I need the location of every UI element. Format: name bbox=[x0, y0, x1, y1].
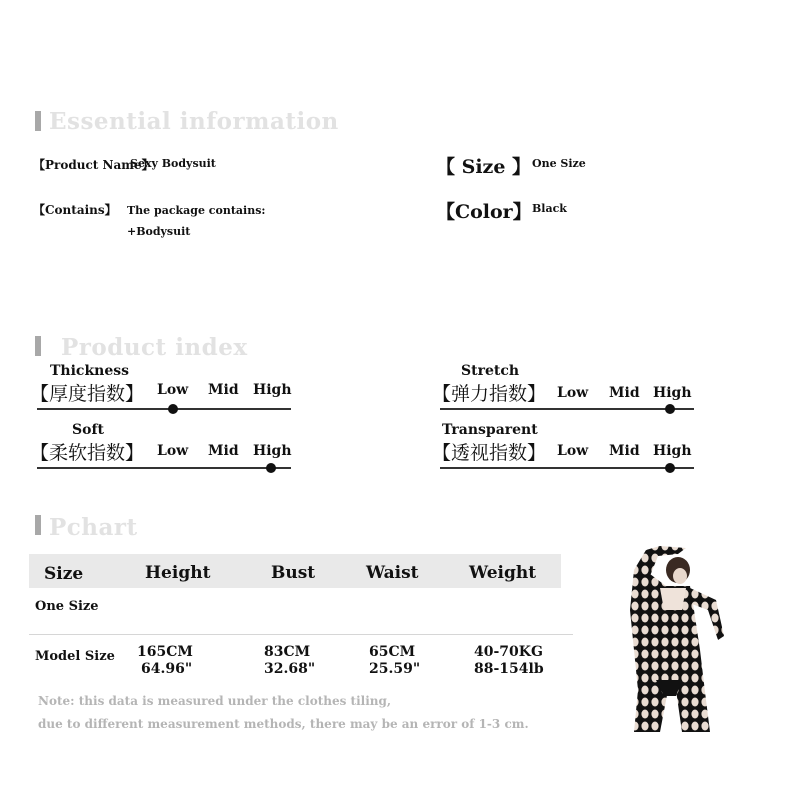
color-value: Black bbox=[532, 202, 567, 215]
contains-label: 【Contains】 bbox=[33, 203, 117, 217]
cell-waist-cm: 65CM bbox=[369, 644, 416, 660]
size-label: 【 Size 】 bbox=[436, 156, 532, 178]
table-divider bbox=[29, 634, 573, 635]
index-name-stretch: Stretch bbox=[461, 363, 520, 379]
note-line-1: Note: this data is measured under the clothes tiling, bbox=[38, 694, 392, 708]
col-header-weight: Weight bbox=[469, 563, 537, 583]
section-title-product-index: Product index bbox=[61, 334, 248, 361]
level-low: Low bbox=[557, 385, 589, 401]
cell-bust-cm: 83CM bbox=[264, 644, 311, 660]
level-low: Low bbox=[157, 443, 189, 459]
index-name-soft: Soft bbox=[72, 422, 104, 438]
section-title-pchart: Pchart bbox=[49, 514, 138, 541]
index-cn-soft: 【柔软指数】 bbox=[30, 442, 145, 464]
level-high: High bbox=[253, 443, 292, 459]
row-label-model-size: Model Size bbox=[35, 649, 115, 664]
contains-line-1: The package contains: bbox=[127, 204, 266, 217]
cell-waist-in: 25.59" bbox=[369, 661, 421, 677]
cell-bust-in: 32.68" bbox=[264, 661, 316, 677]
row-label-one-size: One Size bbox=[35, 599, 99, 614]
cell-height-in: 64.96" bbox=[141, 661, 193, 677]
level-low: Low bbox=[157, 382, 189, 398]
model-photo bbox=[620, 540, 730, 735]
cell-weight-lb: 88-154lb bbox=[474, 661, 544, 677]
section-title-essential: Essential information bbox=[49, 108, 339, 135]
index-marker-soft bbox=[266, 463, 276, 473]
col-header-waist: Waist bbox=[366, 563, 419, 583]
section-accent-bar bbox=[35, 111, 41, 131]
cell-weight-kg: 40-70KG bbox=[474, 644, 543, 660]
level-mid: Mid bbox=[609, 385, 640, 401]
level-high: High bbox=[653, 385, 692, 401]
level-high: High bbox=[253, 382, 292, 398]
index-marker-thickness bbox=[168, 404, 178, 414]
index-track bbox=[440, 467, 694, 469]
index-cn-stretch: 【弹力指数】 bbox=[432, 383, 547, 405]
color-label: 【Color】 bbox=[436, 201, 532, 223]
index-track bbox=[37, 467, 291, 469]
level-mid: Mid bbox=[609, 443, 640, 459]
level-mid: Mid bbox=[208, 443, 239, 459]
index-track bbox=[37, 408, 291, 410]
level-low: Low bbox=[557, 443, 589, 459]
size-value: One Size bbox=[532, 157, 586, 170]
index-marker-stretch bbox=[665, 404, 675, 414]
note-line-2: due to different measurement methods, there may be an error of 1-3 cm. bbox=[38, 717, 529, 731]
col-header-bust: Bust bbox=[271, 563, 316, 583]
section-accent-bar bbox=[35, 515, 41, 535]
section-accent-bar bbox=[35, 336, 41, 356]
index-name-thickness: Thickness bbox=[50, 363, 129, 379]
index-cn-transparent: 【透视指数】 bbox=[432, 442, 547, 464]
contains-line-2: +Bodysuit bbox=[127, 225, 191, 238]
col-header-height: Height bbox=[145, 563, 211, 583]
level-high: High bbox=[653, 443, 692, 459]
index-marker-transparent bbox=[665, 463, 675, 473]
cell-height-cm: 165CM bbox=[137, 644, 193, 660]
product-name-value: Sexy Bodysuit bbox=[130, 157, 216, 170]
index-name-transparent: Transparent bbox=[442, 422, 538, 438]
index-track bbox=[440, 408, 694, 410]
col-header-size: Size bbox=[44, 564, 84, 584]
level-mid: Mid bbox=[208, 382, 239, 398]
index-cn-thickness: 【厚度指数】 bbox=[30, 383, 145, 405]
product-name-label: 【Product Name】 bbox=[33, 158, 154, 172]
